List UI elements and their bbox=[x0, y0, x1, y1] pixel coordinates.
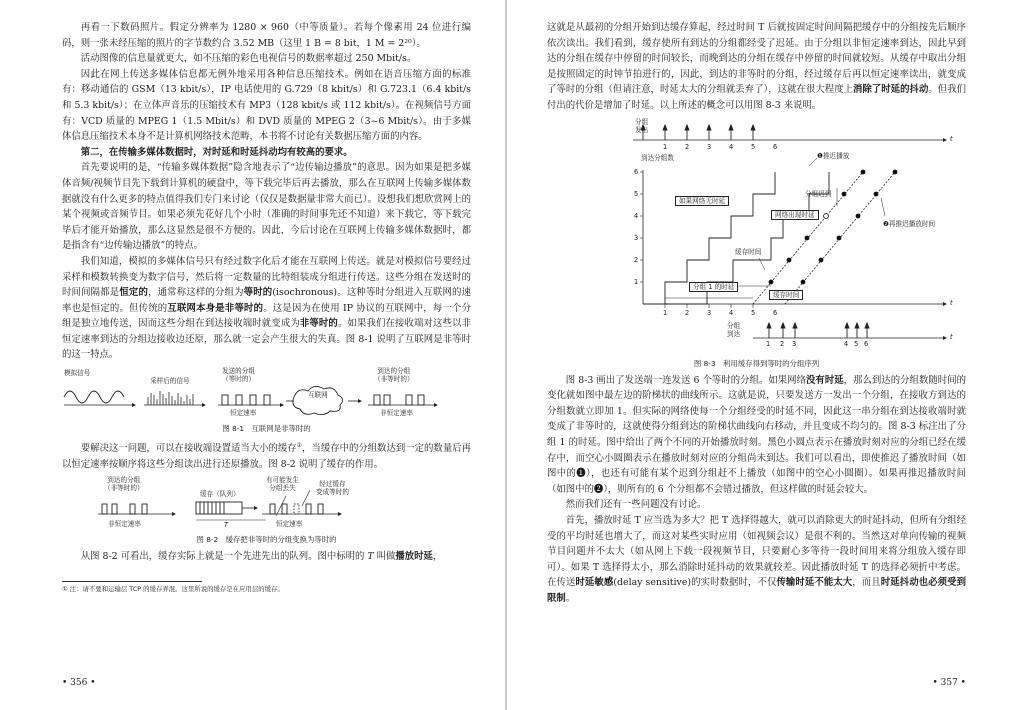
bold-term: 播放时延 bbox=[395, 551, 433, 563]
label-late-packet: 分组迟到 bbox=[805, 189, 832, 198]
figure-8-2-caption: 图 8-2 缓存把非等时的分组变换为等时的 bbox=[196, 535, 337, 545]
arrive-tick-label: 1 bbox=[766, 339, 771, 348]
label-constant-rate: 恒定速率 bbox=[230, 409, 257, 418]
x-tick-label: 5 bbox=[751, 308, 756, 317]
bold-term: 时延抖动也必须受到限制 bbox=[547, 577, 966, 604]
label-nonconstant-rate: 非恒定速率 bbox=[108, 520, 141, 529]
paragraph: 因此在网上传送多媒体信息都无例外地采用各种信息压缩技术。例如在语音压缩方面的标准有：移动通信的 GSM（13 kbit/s），IP 电话使用的 G.729（8 kbit/s）和 G.723.1（6.4 kbit/s 和 5.3 kbit/s）；在立体声音乐的压缩技术有 MP3（128 kbit/s 或 112 kbit/s）。在视频信号方面有：VCD 质量的 MPEG 1（1.5 Mbit/s）和 DVD 质量的 MPEG 2（3~6 Mbit/s）。由于多媒体信息压缩技术本身不是计算机网络技术范畴，本书将不讨论有关数据压缩方面的内容。 bbox=[62, 68, 471, 143]
paragraph bbox=[62, 254, 471, 363]
send-tick-label: 5 bbox=[751, 142, 756, 151]
send-tick-label: 2 bbox=[685, 142, 690, 151]
text-run: 从图 8-2 可看出，缓存实际上就是一个先进先出的队列。图中标明的 bbox=[80, 551, 368, 563]
y-tick-label: 1 bbox=[634, 277, 639, 286]
label-arrivals bbox=[727, 322, 740, 338]
label-y-axis: 到达分组数 bbox=[641, 153, 674, 162]
label-internet: 互联网 bbox=[308, 391, 328, 400]
send-tick-label: 6 bbox=[773, 142, 778, 151]
text-run: 。如果我们在接收端对这些以非恒定速率到达的分组边接收边还原，那么就一定会产生很大的失真。图 8-1 说明了互联网是非等时的这一特点。 bbox=[62, 318, 471, 361]
send-tick-label: 4 bbox=[729, 142, 734, 151]
label-packet-loss bbox=[266, 476, 299, 492]
x-tick-label: 6 bbox=[773, 308, 778, 317]
text-run: ， bbox=[432, 551, 443, 563]
arrive-tick-label: 2 bbox=[780, 339, 785, 348]
text-run: 要解决这一问题，可以在接收端设置适当大小的缓存 bbox=[80, 443, 297, 455]
label-line: （等时的） bbox=[222, 375, 255, 384]
y-tick-label: 5 bbox=[634, 189, 639, 198]
text-run: 图 8-3 画出了发送端一连发送 6 个等时的分组。如果网络 bbox=[565, 374, 806, 386]
label-delay-T: T bbox=[224, 521, 229, 530]
text-run: ，通常称这样的分组为 bbox=[148, 287, 244, 299]
label-line: （非等时的） bbox=[104, 484, 144, 493]
paragraph bbox=[62, 438, 471, 472]
text-run: ，当缓存中的分组数达到一定的数量后再以恒定速率按顺序将这些分组读出进行还原播放。图 8-2 说明了缓存的作用。 bbox=[62, 443, 471, 470]
label-buffer-time-2: 缓存时间 bbox=[769, 290, 803, 300]
buffer-queue bbox=[196, 502, 242, 514]
right-page bbox=[507, 0, 1012, 710]
text-run: ，那么到达的分组数随时间的变化就如图中最左边的阶梯状的曲线所示。这就是说，只要发送方一发出一个分组，在接收方到达的分组数就立即加 1。但实际的网络使每一个分组经受的时延不同，因此这一串分组在到达接收端时就变成了非等时的，这就使得分组到达的阶梯状曲线向右移动，并且变成不均匀的。图 8-3 标注出了分组 1 的时延。图中给出了两个不同的开始播放时刻。黑色小圆点表示在播放时刻对应的分组已经在缓存中，而空心小圆圈表示在播放时刻对应的分组尚未到达。我们可以看出，即使推迟了播放时间（如图中的❶），也还有可能有某个迟到分组赶不上播放（如图中的空心小圆圈）。如果再推迟播放时间（如图中的❷），则所有的 6 个分组都不会错过播放，但这样做的时延会较大。 bbox=[547, 374, 966, 495]
arrow-head bbox=[132, 403, 136, 407]
text-run: 。这是因为在使用 IP 协议的互联网中，每一个分组是独立地传送，因而这些分组在到达接收端时就变成为 bbox=[62, 302, 471, 330]
label-t-send: t bbox=[950, 134, 953, 143]
x-tick-label: 3 bbox=[707, 308, 712, 317]
label-buffer-queue: 缓存（队列） bbox=[200, 490, 240, 499]
arrive-tick-label: 4 bbox=[844, 339, 849, 348]
paragraph bbox=[547, 20, 966, 114]
label-no-network-delay: 如果网络无时延 bbox=[675, 196, 729, 206]
page-number: • 357 • bbox=[932, 678, 966, 688]
bold-term: 非等时的 bbox=[299, 318, 338, 330]
label-sent-packets bbox=[222, 367, 255, 383]
label-line: （非等时的） bbox=[374, 375, 414, 384]
figure-8-3 bbox=[547, 118, 966, 356]
figure-8-1-caption: 图 8-1 互联网是非等时的 bbox=[222, 424, 311, 434]
text-run: 我们知道，模拟的多媒体信号只有经过数字化后才能在互联网上传送。就是对模拟信号要经过采样和模数转换变为数字信号，然后将一定数量的比特组装成分组进行传送。这些分组在发送时的时间间隔都是 bbox=[62, 255, 471, 299]
x-tick-marks bbox=[665, 304, 753, 308]
x-tick-label: 4 bbox=[729, 308, 734, 317]
paragraph bbox=[62, 549, 471, 565]
bold-term: 时延敏感 bbox=[575, 577, 614, 589]
x-tick-label: 2 bbox=[685, 308, 690, 317]
y-tick-label: 6 bbox=[634, 167, 639, 176]
text-run: 首先，播放时延 T 应当选为多大？把 T 选择得越大，就可以消除更大的时延抖动，但所有分组经受的平均时延也增大了，而这对某些实时应用（如视频会议）是很不利的。当然这对单向传输的视频节目问题并不太大（如从网上下载一段视频节目，只要耐心多等待一段时间用来将分组放入缓存即可）。如果 T 选择得太小，那么消除时延抖动的效果就较差。因此播放时延 T 的选择必须折中考虑。在传送 bbox=[547, 514, 966, 589]
footnote-marker: ① bbox=[296, 442, 303, 450]
y-tick-marks bbox=[640, 172, 643, 282]
label-line: 发出 bbox=[635, 125, 649, 134]
arrive-tick-label: 6 bbox=[864, 339, 869, 348]
y-tick-label: 4 bbox=[634, 211, 639, 220]
label-push-delay: ❶推迟播放 bbox=[817, 151, 850, 160]
heading-text: 第二，在传输多媒体数据时，对时延和时延抖动均有较高的要求。 bbox=[80, 146, 353, 158]
label-arrived-packets bbox=[104, 476, 144, 492]
analog-waveform bbox=[64, 391, 124, 403]
label-t-arrive: t bbox=[950, 332, 953, 341]
label-network-delay: 网络出现时延 bbox=[771, 210, 819, 220]
text-run: ，而且 bbox=[852, 577, 881, 589]
paragraph: 然而我们还有一些问题没有讨论。 bbox=[565, 499, 707, 511]
non-isochronous-packets bbox=[374, 395, 424, 405]
text-run: (delay sensitive)的实时数据时，不仅 bbox=[613, 577, 777, 589]
leader-line bbox=[276, 496, 286, 516]
bold-term: 消除了时延的抖动 bbox=[853, 84, 929, 96]
text-run: 这就是从最初的分组开始到达缓存算起，经过时间 T 后就按固定时间间隔把缓存中的分组按先后顺序依次读出。我们看到，缓存使所有到达的分组都经受了迟延。由于分组以非恒定速率到达，因此早到达的分组在缓存中停留的时间较长，而晚到达的分组在缓存中停留的时间就较短。从缓存中取出分组是按照固定的时钟节拍进行的，因此，到达的非等时的分组，经过缓存后再以恒定速率读出，就变成了等时的分组（但请注意，时延太大的分组就丢弃了），这就在很大程度上 bbox=[547, 22, 966, 96]
text-run: 。但我们付出的代价是增加了时延。以上所述的概念可以用图 8-3 来说明。 bbox=[547, 84, 966, 111]
footnote-rule bbox=[62, 581, 202, 582]
incoming-packets bbox=[102, 504, 147, 514]
bold-term: 没有时延 bbox=[806, 374, 844, 386]
label-arrived-packets bbox=[374, 367, 414, 383]
label-buffer-time: 缓存时间 bbox=[735, 247, 762, 256]
label-line: 分组丢失 bbox=[269, 484, 296, 493]
text-run: (isochronous)。这种等时分组进入互联网的速率也是恒定的。但传统的 bbox=[62, 287, 471, 314]
label-line: 分组 bbox=[635, 117, 649, 126]
label-line: 变成等时的 bbox=[316, 488, 349, 497]
label-packet1-delay: 分组 1 的时延 bbox=[689, 282, 738, 292]
bold-term: 恒定的 bbox=[119, 287, 149, 299]
label-line: 经过缓存 bbox=[319, 480, 346, 489]
bold-term: 等时的 bbox=[243, 287, 273, 299]
arrival-arrows bbox=[767, 323, 869, 338]
isochronous-packets bbox=[222, 395, 270, 405]
label-analog-signal: 模拟信号 bbox=[64, 369, 91, 378]
label-line: 到达的分组 bbox=[107, 476, 141, 485]
paragraph bbox=[547, 513, 966, 607]
figure-8-3-drawing bbox=[547, 118, 966, 356]
paragraph: 再看一下数码照片。假定分辨率为 1280 × 960（中等质量）。若每个像素用 24 位进行编码，则一张未经压缩的照片的字节数约合 3.52 MB（这里 1 B = 8 bit，1 M = 2²⁰）。 bbox=[62, 22, 471, 49]
paragraph: 活动图像的信息量就更大，如不压缩的彩色电视信号的数据率超过 250 Mbit/s。 bbox=[80, 53, 417, 65]
arrive-tick-label: 3 bbox=[792, 339, 797, 348]
label-line: 发送的分组 bbox=[222, 367, 255, 376]
text-run: 。 bbox=[565, 592, 576, 604]
bold-term: 互联网本身是非等时的 bbox=[167, 302, 264, 314]
text-run: 叫做 bbox=[373, 551, 396, 563]
label-replay-delay: ❷再推迟播放时间 bbox=[883, 219, 936, 228]
sampled-signal-bars bbox=[148, 391, 193, 405]
x-tick-label: 1 bbox=[663, 308, 668, 317]
label-line: 到达 bbox=[727, 329, 741, 338]
page-number: • 356 • bbox=[62, 678, 96, 688]
figure-8-2 bbox=[62, 476, 471, 532]
label-send bbox=[635, 118, 648, 134]
y-tick-label: 2 bbox=[634, 255, 639, 264]
send-arrows bbox=[641, 125, 755, 140]
italic-symbol: T bbox=[367, 551, 374, 563]
figure-8-1 bbox=[62, 367, 471, 421]
label-constant-rate: 恒定速率 bbox=[276, 520, 303, 529]
arrive-tick-label: 5 bbox=[854, 339, 859, 348]
label-line: 有可能发生 bbox=[266, 476, 299, 485]
send-tick-label: 3 bbox=[707, 142, 712, 151]
label-sampled-signal: 采样后的信号 bbox=[150, 377, 190, 386]
figure-8-3-caption: 图 8-3 利用缓存得到等时的分组序列 bbox=[693, 358, 820, 368]
left-page bbox=[0, 0, 505, 710]
label-after-buffer bbox=[316, 480, 349, 496]
section-heading bbox=[62, 145, 471, 161]
y-tick-label: 3 bbox=[634, 233, 639, 242]
paragraph: 首先要说明的是，“传输多媒体数据”隐含地表示了“边传输边播放”的意思。因为如果是把多媒体音频/视频节目先下载到计算机的硬盘中，等下载完毕后再去播放，那么在互联网上传输多媒体数据就没有什么更多的特点值得我们专门来讨论（仅仅是数据量非常大而已）。设想我们想欣赏网上的某个视频或音频节目。如果必须先花好几个小时（准确的时间事先还不知道）来下载它，等下载完毕后才能开始播放，那么这显然是很不方便的。因此，今后讨论在互联网上传输多媒体数据时，都是指含有“边传输边播放”的特点。 bbox=[62, 162, 471, 252]
label-line: 分组 bbox=[727, 321, 741, 330]
bold-term: 传输时延不能太大 bbox=[776, 577, 853, 589]
label-line: 到达的分组 bbox=[377, 367, 411, 376]
label-nonconstant-rate: 非恒定速率 bbox=[380, 409, 413, 418]
send-tick-label: 1 bbox=[663, 142, 668, 151]
paragraph bbox=[547, 373, 966, 498]
label-t-main: t bbox=[950, 298, 953, 307]
footnote: ① 注：请不要和运输层 TCP 的缓存弄混。这里所说的缓存是在应用层的缓存。 bbox=[62, 584, 284, 593]
